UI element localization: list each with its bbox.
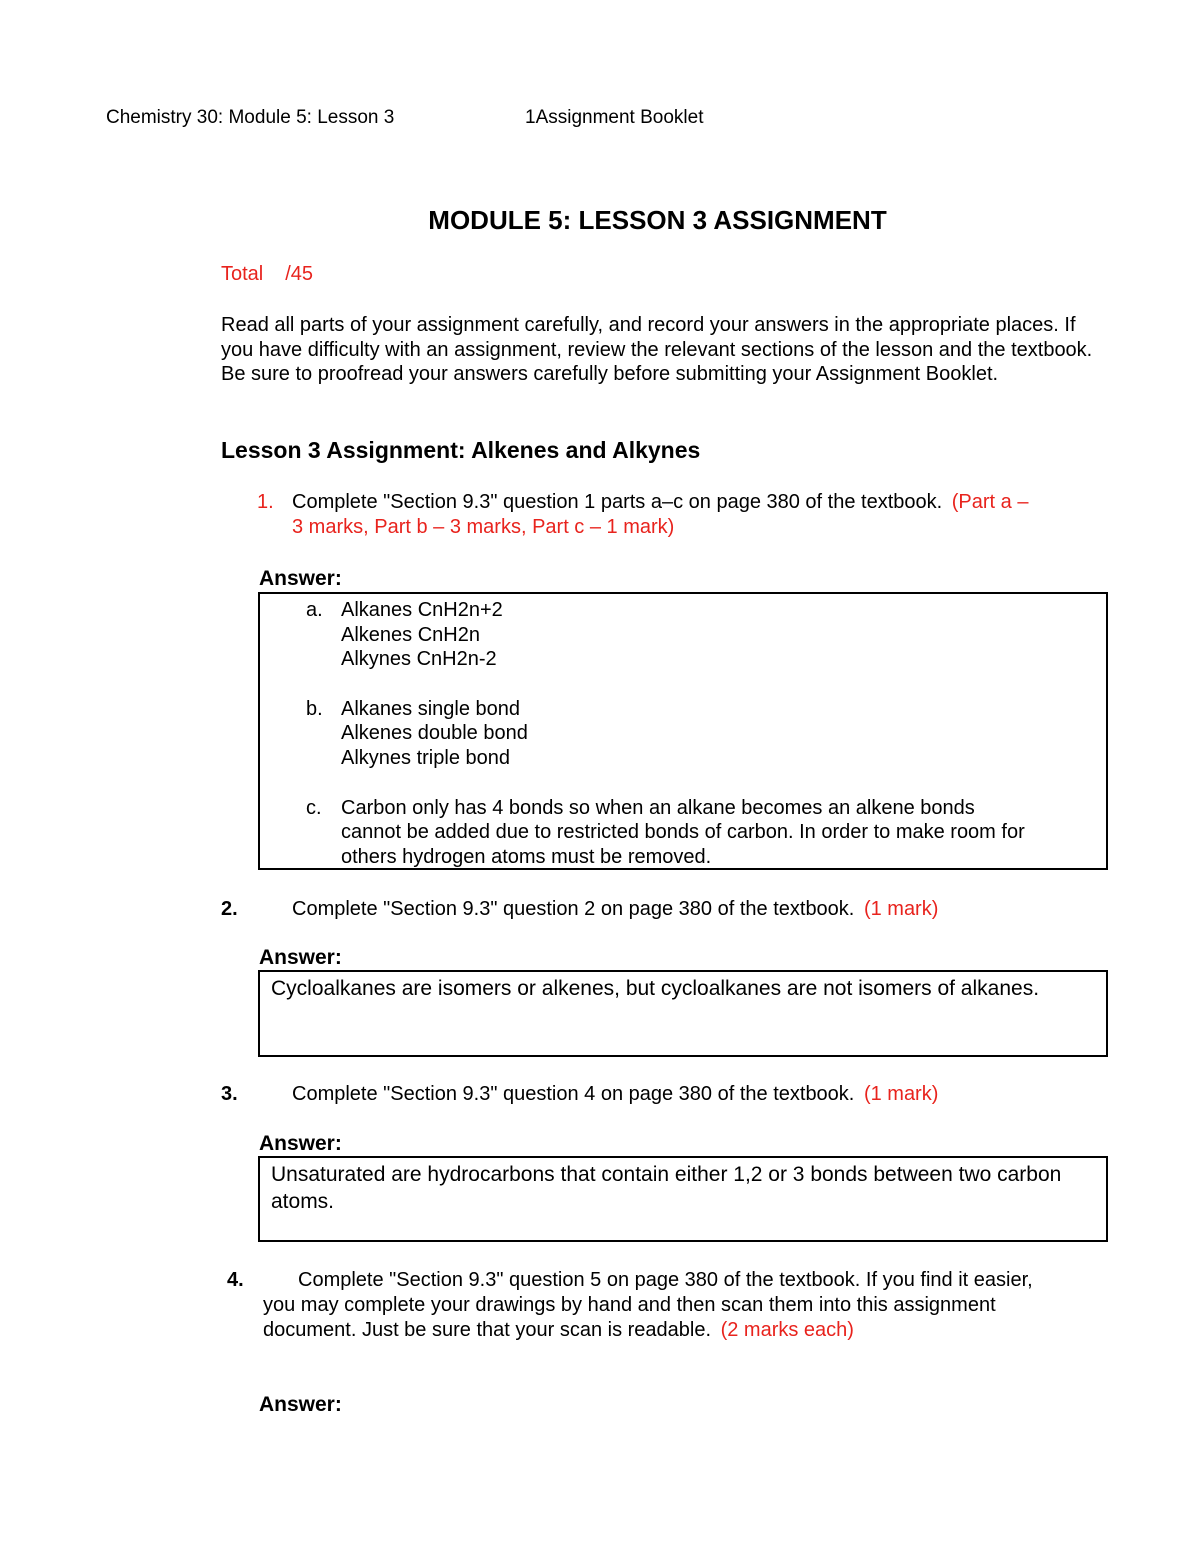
q2-answer-text: Cycloalkanes are isomers or alkenes, but cycloalkanes are not isomers of alkanes. — [271, 977, 1040, 1000]
q3-marks: (1 mark) — [863, 1083, 939, 1105]
q1-b-line: Alkenes double bond — [341, 722, 528, 745]
q2-answer-box — [258, 970, 1108, 1057]
q1-c-line: Carbon only has 4 bonds so when an alkane becomes an alkene bonds — [341, 796, 975, 819]
q4-number: 4. — [227, 1269, 244, 1291]
page-title: MODULE 5: LESSON 3 ASSIGNMENT — [428, 205, 887, 235]
q1-c-line: others hydrogen atoms must be removed. — [341, 845, 712, 868]
q3-number: 3. — [221, 1083, 238, 1105]
q3-answer-text: Unsaturated are hydrocarbons that contain either 1,2 or 3 bonds between two carbon atoms. — [271, 1163, 1062, 1213]
q1-text: Complete "Section 9.3" question 1 parts a–c on page 380 of the textbook. — [292, 491, 943, 513]
total-score: /45 — [285, 263, 314, 285]
q2-answer-label: Answer: — [259, 946, 342, 969]
total-line — [221, 263, 313, 286]
intro-paragraph: Read all parts of your assignment carefully, and record your answers in the appropriate places. If you have difficulty with an assignment, review the relevant sections of the lesson and the textbook. Be sure to proofread your answers carefully before submitting your Assignment Booklet. — [221, 314, 1093, 386]
q2-number: 2. — [221, 898, 238, 920]
q1-number: 1. — [257, 491, 274, 513]
q4-marks: (2 marks each) — [720, 1319, 854, 1341]
q3-line — [292, 1082, 938, 1107]
q1-answer-label: Answer: — [259, 567, 342, 590]
lesson-title: Lesson 3 Assignment: Alkenes and Alkynes — [221, 437, 701, 463]
q4-line3: document. Just be sure that your scan is readable. — [263, 1319, 712, 1341]
q1-answer-c — [306, 796, 1025, 870]
q3-text: Complete "Section 9.3" question 4 on page 380 of the textbook. — [292, 1083, 855, 1105]
q4-answer-label: Answer: — [259, 1393, 342, 1416]
q4-line3-wrap — [263, 1318, 854, 1343]
q1-marks-line2: 3 marks, Part b – 3 marks, Part c – 1 mark) — [292, 516, 675, 538]
q4-line1: Complete "Section 9.3" question 5 on page 380 of the textbook. If you find it easier, — [298, 1269, 1033, 1291]
q1-b-line: Alkanes single bond — [341, 697, 521, 720]
q1-marks-line1: (Part a – — [951, 491, 1029, 513]
q3-answer-box — [258, 1156, 1108, 1242]
q1-a-letter: a. — [306, 599, 323, 621]
q1-c-line: cannot be added due to restricted bonds of carbon. In order to make room for — [341, 821, 1025, 844]
q1-a-line: Alkynes CnH2n-2 — [341, 648, 497, 671]
q1-line1 — [292, 490, 1028, 515]
q1-b-line: Alkynes triple bond — [341, 746, 510, 769]
q2-line — [292, 897, 938, 922]
q1-answer-a — [306, 598, 1025, 672]
q1-c-letter: c. — [306, 796, 322, 819]
q1-a-line: Alkenes CnH2n — [341, 623, 480, 646]
q1-answer-box — [258, 592, 1108, 870]
q1-answer-b — [306, 697, 1025, 771]
q2-text: Complete "Section 9.3" question 2 on page 380 of the textbook. — [292, 898, 855, 920]
q1-answer-list — [306, 598, 1025, 869]
header-right: 1Assignment Booklet — [525, 107, 704, 128]
q4-line2: you may complete your drawings by hand and then scan them into this assignment — [263, 1294, 996, 1316]
q3-answer-label: Answer: — [259, 1132, 342, 1155]
total-label: Total — [221, 263, 264, 285]
q1-b-letter: b. — [306, 697, 323, 720]
q1-a-line: Alkanes CnH2n+2 — [341, 599, 503, 621]
q2-marks: (1 mark) — [863, 898, 939, 920]
header-left: Chemistry 30: Module 5: Lesson 3 — [106, 107, 395, 128]
